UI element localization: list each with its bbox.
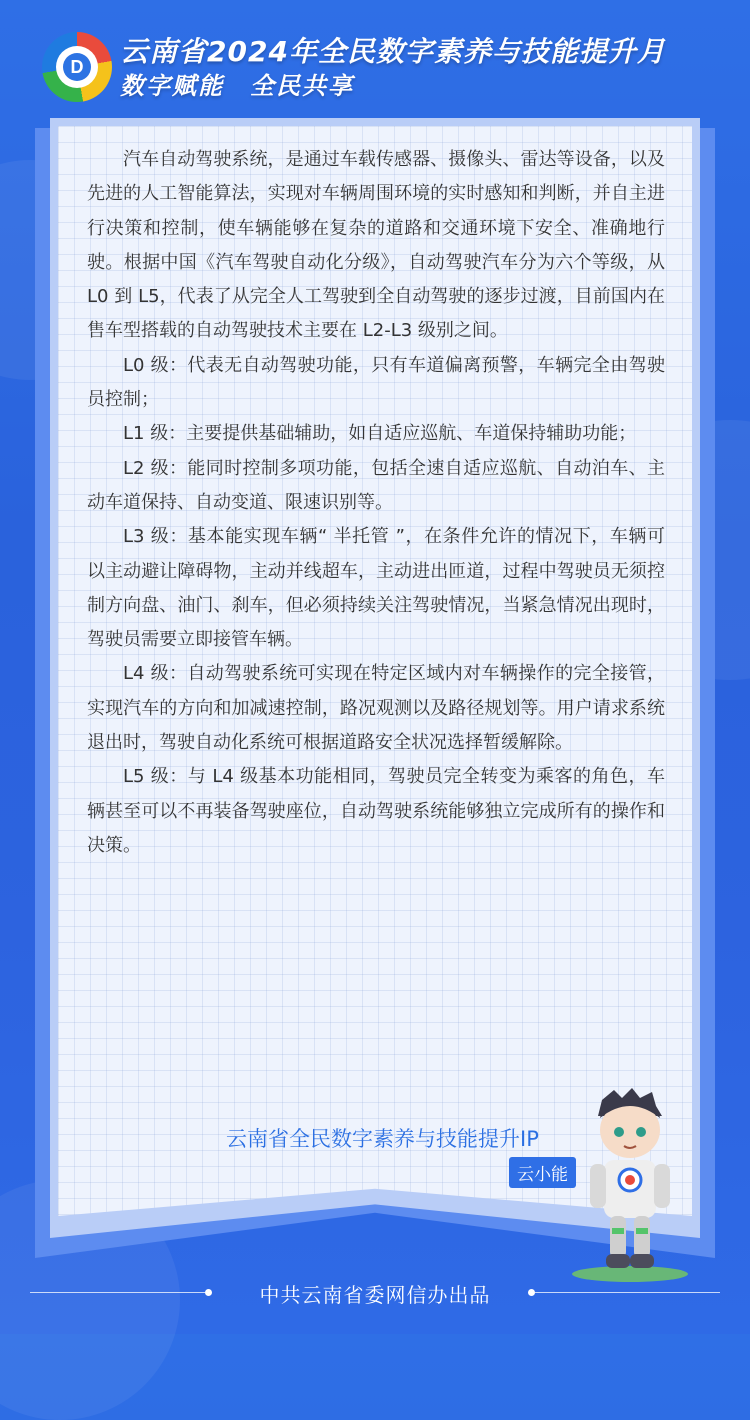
robot-mascot-icon — [570, 1088, 690, 1283]
digital-d-logo-icon — [42, 32, 112, 102]
ip-label: 云南省全民数字素养与技能提升IP — [226, 1127, 539, 1151]
footer-divider-right — [535, 1292, 720, 1293]
paragraph-l5: L5 级：与 L4 级基本功能相同，驾驶员完全转变为乘客的角色，车辆甚至可以不再装备驾驶座位，自动驾驶系统能够独立完成所有的操作和决策。 — [87, 766, 665, 856]
paragraph-l3: L3 级：基本能实现车辆“ 半托管 ”，在条件允许的情况下，车辆可以主动避让障碍物，主动并线超车，主动进出匝道，过程中驾驶员无须控制方向盘、油门、刹车，但必须持续关注驾驶情况，当紧急情况出现时，驾驶员需要立即接管车辆。 — [87, 526, 665, 651]
paragraph-l2: L2 级：能同时控制多项功能，包括全速自适应巡航、自动泊车、主动车道保持、自动变道、限速识别等。 — [87, 457, 665, 513]
logo-letter: D — [63, 53, 91, 81]
footer-credit: 中共云南省委网信办出品 — [259, 1283, 491, 1307]
paragraph-l1: L1 级：主要提供基础辅助，如自适应巡航、车道保持辅助功能； — [123, 423, 637, 445]
footer-dot-right — [528, 1289, 535, 1296]
mascot-name-badge: 云小能 — [509, 1157, 576, 1188]
article-body — [87, 143, 665, 863]
paragraph-l4: L4 级：自动驾驶系统可实现在特定区域内对车辆操作的完全接管，实现汽车的方向和加减速控制，路况观测以及路径规划等。用户请求系统退出时，驾驶自动化系统可根据道路安全状况选择暂缓解除。 — [87, 663, 665, 754]
paragraph-l0: L0 级：代表无自动驾驶功能，只有车道偏离预警，车辆完全由驾驶员控制； — [87, 354, 665, 411]
header — [0, 0, 750, 120]
page-title: 云南省2024年全民数字素养与技能提升月 — [120, 35, 666, 68]
paragraph-intro: 汽车自动驾驶系统，是通过车载传感器、摄像头、雷达等设备，以及先进的人工智能算法，实现对车辆周围环境的实时感知和判断，并自主进行决策和控制，使车辆能够在复杂的道路和交通环境下安全、准确地行驶。根据中国《汽车驾驶自动化分级》，自动驾驶汽车分为六个等级，从 L0 到 L5，代表了从完全人工驾驶到全自动驾驶的逐步过渡，目前国内在售车型搭载的自动驾驶技术主要在 L2-L3 级别之间。 — [87, 149, 665, 342]
page-subtitle: 数字赋能 全民共享 — [120, 72, 354, 100]
